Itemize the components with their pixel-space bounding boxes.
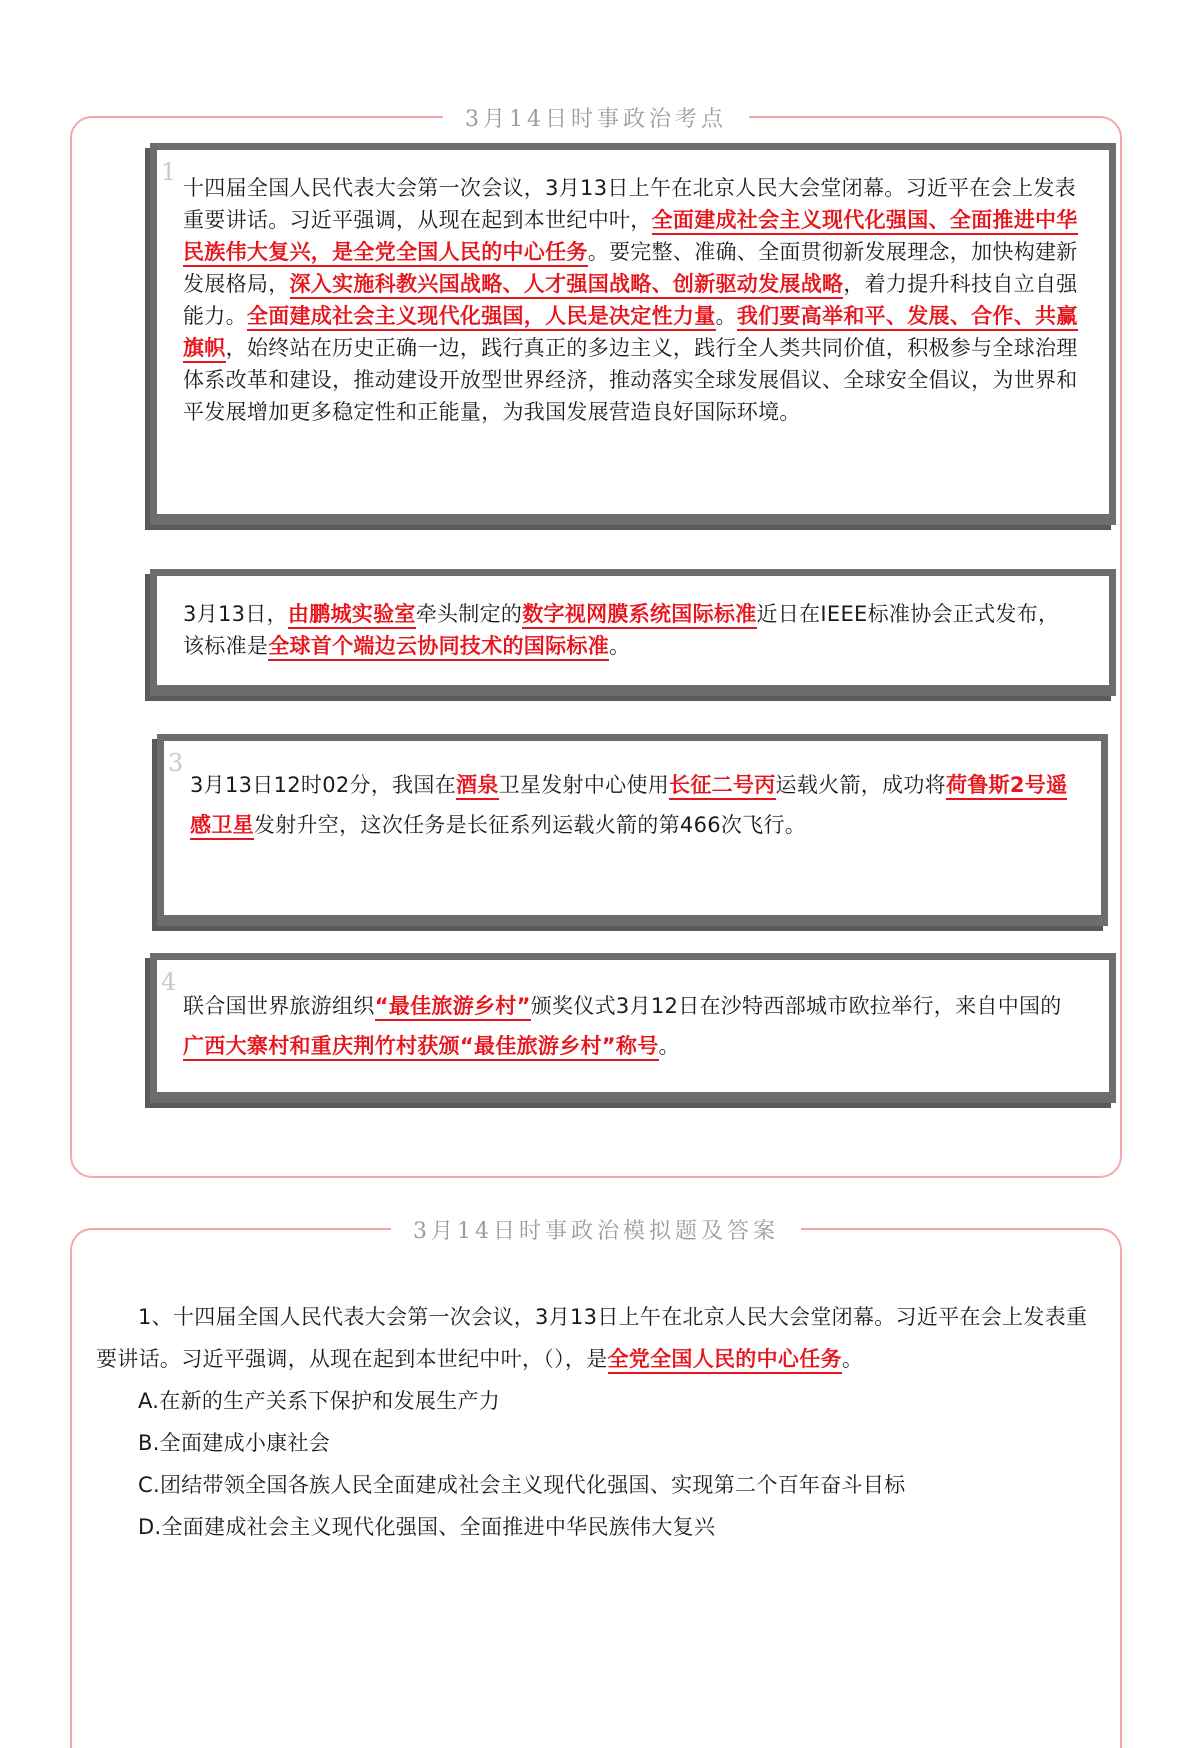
option-a: A.在新的生产关系下保护和发展生产力 xyxy=(138,1389,501,1413)
body-text: 。 xyxy=(658,1034,680,1058)
news-card-1 xyxy=(150,143,1116,525)
option-b: B.全面建成小康社会 xyxy=(138,1431,331,1455)
highlighted-text: 全面建成社会主义现代化强国，人民是决定性力量 xyxy=(247,304,716,331)
highlighted-text: 长征二号丙 xyxy=(669,773,776,800)
card-number: 3 xyxy=(168,749,184,777)
body-text: 牵头制定的 xyxy=(415,602,523,626)
highlighted-text: 全球首个端边云协同技术的国际标准 xyxy=(268,634,609,661)
highlighted-text: 荷鲁斯2号遥感卫星 xyxy=(190,773,1067,840)
body-text: 卫星发射中心使用 xyxy=(498,773,670,797)
key-points-title: 3月14日时事政治考点 xyxy=(72,102,1120,133)
body-text: 发射升空，这次任务是长征系列运载火箭的第466次飞行。 xyxy=(253,813,807,837)
highlighted-text: 全面建成社会主义现代化强国、全面推进中华民族伟大复兴，是全党全国人民的中心任务 xyxy=(183,208,1078,267)
quiz-question-1 xyxy=(96,1296,1096,1548)
news-card-3 xyxy=(157,734,1108,926)
highlighted-text: “最佳旅游乡村” xyxy=(375,994,531,1021)
body-text: 。 xyxy=(715,304,737,328)
body-text: 。要完整、准确、全面贯彻新发展理念，加快构建新发展格局， xyxy=(183,240,1078,296)
card-text xyxy=(190,765,1071,845)
option-d: D.全面建成社会主义现代化强国、全面推进中华民族伟大复兴 xyxy=(138,1515,716,1539)
card-number: 1 xyxy=(161,158,177,186)
highlighted-text: 广西大寨村和重庆荆竹村获颁“最佳旅游乡村”称号 xyxy=(183,1034,659,1061)
body-text: 3月13日， xyxy=(183,602,288,626)
question-text xyxy=(96,1296,1096,1380)
body-text: 颁奖仪式3月12日在沙特西部城市欧拉举行，来自中国的 xyxy=(530,994,1062,1018)
card-number: 4 xyxy=(161,968,177,996)
body-text: ，始终站在历史正确一边，践行真正的多边主义，践行全人类共同价值，积极参与全球治理体系改革和建设，推动建设开放型世界经济，推动落实全球发展倡议、全球安全倡议，为世界和平发展增加更多稳定性和正能量，为我国发展营造良好国际环境。 xyxy=(183,336,1078,424)
body-text: 1、十四届全国人民代表大会第一次会议，3月13日上午在北京人民大会堂闭幕。习近平在会上发表重要讲话。习近平强调，从现在起到本世纪中叶，（），是 xyxy=(96,1305,1088,1371)
body-text: 近日在IEEE标准协会正式发布，该标准是 xyxy=(183,602,1060,658)
highlighted-text: 深入实施科教兴国战略、人才强国战略、创新驱动发展战略 xyxy=(290,272,844,299)
body-text: 运载火箭，成功将 xyxy=(775,773,946,797)
body-text: 联合国世界旅游组织 xyxy=(183,994,375,1018)
highlighted-text: 由鹏城实验室 xyxy=(288,602,416,629)
body-text: ，着力提升科技自立自强能力。 xyxy=(183,272,1078,328)
body-text: 十四届全国人民代表大会第一次会议，3月13日上午在北京人民大会堂闭幕。习近平在会上发表重要讲话。习近平强调，从现在起到本世纪中叶， xyxy=(183,176,1076,232)
highlighted-text: 酒泉 xyxy=(456,773,499,800)
body-text: 。 xyxy=(609,634,631,658)
highlighted-text: 数字视网膜系统国际标准 xyxy=(522,602,756,629)
news-card-4 xyxy=(150,953,1116,1103)
body-text: 3月13日12时02分，我国在 xyxy=(190,773,457,797)
highlighted-text: 我们要高举和平、发展、合作、共赢旗帜 xyxy=(183,304,1078,363)
quiz-title: 3月14日时事政治模拟题及答案 xyxy=(72,1214,1120,1245)
card-text xyxy=(183,986,1079,1066)
body-text: 。 xyxy=(841,1347,864,1371)
highlighted-text: 全党全国人民的中心任务 xyxy=(608,1347,842,1374)
card-text xyxy=(183,598,1079,662)
card-text xyxy=(183,172,1079,428)
option-c: C.团结带领全国各族人民全面建成社会主义现代化强国、实现第二个百年奋斗目标 xyxy=(138,1473,906,1497)
news-card-2 xyxy=(150,569,1116,696)
